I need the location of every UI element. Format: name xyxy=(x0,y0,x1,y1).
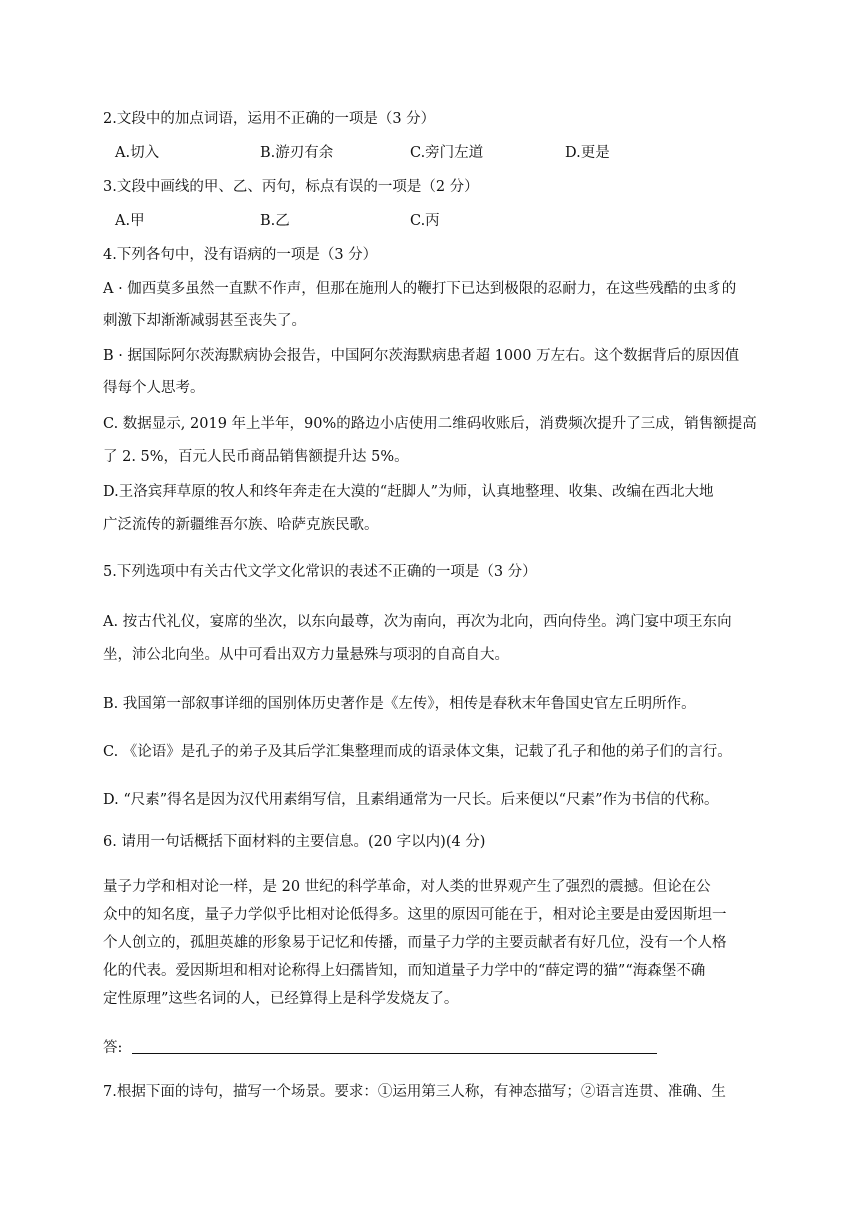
q4-option-c-line1: C. 数据显示, 2019 年上半年，90%的路边小店使用二维码收账后，消费频次提升了三成，销售额提高 xyxy=(103,416,757,432)
q6-passage xyxy=(103,873,763,1013)
q5-option-a-line1: A. 按古代礼仪，宴席的坐次，以东向最尊，次为南向，再次为北向，西向侍坐。鸿门宴中项王东向 xyxy=(103,614,732,630)
q3-option-a: A.甲 xyxy=(115,213,145,229)
q7-stem: 7.根据下面的诗句，描写一个场景。要求：①运用第三人称，有神态描写；②语言连贯、准确、生 xyxy=(103,1084,726,1100)
q4-option-a-line1: A · 伽西莫多虽然一直默不作声，但那在施刑人的鞭打下已达到极限的忍耐力，在这些残酷的虫豸的 xyxy=(103,281,737,297)
q3-stem: 3.文段中画线的甲、乙、丙句，标点有误的一项是（2 分） xyxy=(103,179,479,195)
q2-option-b: B.游刃有余 xyxy=(260,145,334,161)
q5-option-c: C. 《论语》是孔子的弟子及其后学汇集整理而成的语录体文集，记载了孔子和他的弟子们的言行。 xyxy=(103,744,732,760)
q3-option-b: B.乙 xyxy=(260,213,290,229)
q4-option-a-line2: 刺激下却渐渐减弱甚至丧失了。 xyxy=(103,313,306,329)
q2-option-a: A.切入 xyxy=(115,145,160,161)
q5-stem: 5.下列选项中有关古代文学文化常识的表述不正确的一项是（3 分） xyxy=(103,564,537,580)
q2-option-c: C.旁门左道 xyxy=(410,145,484,161)
q4-option-b-line2: 得每个人思考。 xyxy=(103,380,205,396)
q6-passage-line: 化的代表。爱因斯坦和相对论称得上妇孺皆知，而知道量子力学中的“薛定谔的猫”“海森堡不确 xyxy=(103,963,706,979)
q6-answer-label: 答: xyxy=(103,1040,123,1056)
q4-option-c-line2: 了 2. 5%，百元人民币商品销售额提升达 5%。 xyxy=(103,449,409,465)
q5-option-b: B. 我国第一部叙事详细的国别体历史著作是《左传》，相传是春秋末年鲁国史官左丘明所作。 xyxy=(103,696,696,712)
q2-stem: 2.文段中的加点词语，运用不正确的一项是（3 分） xyxy=(103,111,436,127)
q2-option-d: D.更是 xyxy=(565,145,610,161)
q4-option-b-line1: B · 据国际阿尔茨海默病协会报告，中国阿尔茨海默病患者超 1000 万左右。这个数据背后的原因值 xyxy=(103,348,740,364)
q6-stem: 6. 请用一句话概括下面材料的主要信息。(20 字以内)(4 分) xyxy=(103,834,486,850)
q5-option-d: D. “尺素”得名是因为汉代用素绢写信，且素绢通常为一尺长。后来便以“尺素”作为书信的代称。 xyxy=(103,792,719,808)
q6-passage-line: 定性原理”这些名词的人，已经算得上是科学发烧友了。 xyxy=(103,991,459,1007)
q4-option-d-line1: D.王洛宾拜草原的牧人和终年奔走在大漠的“赶脚人”为师，认真地整理、收集、改编在西北大地 xyxy=(103,484,714,500)
q6-passage-line: 量子力学和相对论一样，是 20 世纪的科学革命，对人类的世界观产生了强烈的震撼。但论在公 xyxy=(103,879,711,895)
q4-stem: 4.下列各句中，没有语病的一项是（3 分） xyxy=(103,247,378,263)
q6-passage-line: 个人创立的，孤胆英雄的形象易于记忆和传播，而量子力学的主要贡献者有好几位，没有一个人格 xyxy=(103,935,727,951)
q4-option-d-line2: 广泛流传的新疆维吾尔族、哈萨克族民歌。 xyxy=(103,517,379,533)
q6-passage-line: 众中的知名度，量子力学似乎比相对论低得多。这里的原因可能在于，相对论主要是由爱因斯坦一 xyxy=(103,907,727,923)
q6-answer-blank[interactable] xyxy=(132,1053,657,1054)
q3-option-c: C.丙 xyxy=(410,213,440,229)
q5-option-a-line2: 坐，沛公北向坐。从中可看出双方力量悬殊与项羽的自高自大。 xyxy=(103,647,509,663)
